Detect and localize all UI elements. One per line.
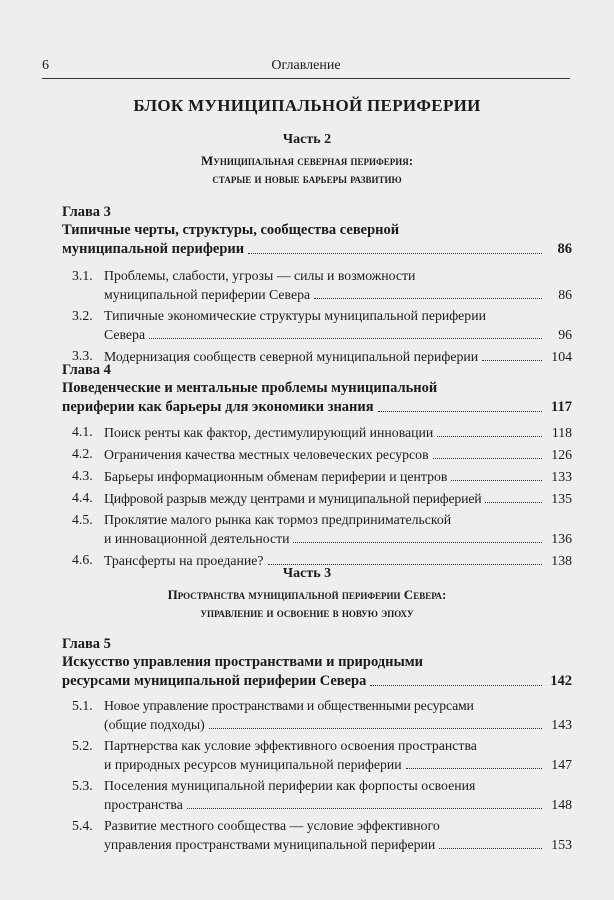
chapter-title[interactable]: Искусство управления пространствами и природными ресурсами муниципальной периферии Севера 142 <box>62 654 572 689</box>
page-number: 6 <box>42 58 49 73</box>
chapter-label: Глава 4 <box>62 362 111 378</box>
part-3-heading <box>40 566 574 622</box>
toc-entry[interactable]: 4.4. Цифровой разрыв между центрами и муниципальной периферией 135 <box>72 490 572 506</box>
part-title-line: Пространства муниципальной периферии Севера: <box>167 587 447 602</box>
chapter-page: 86 <box>557 241 572 257</box>
toc-entry[interactable]: 4.1. Поиск ренты как фактор, дестимулирующий инновации 118 <box>72 424 572 440</box>
chapter-4 <box>62 362 572 570</box>
running-title: Оглавление <box>271 58 341 73</box>
toc-entry[interactable]: 4.6. Трансферты на проедание? 138 <box>72 552 572 568</box>
chapter-page: 117 <box>551 399 572 415</box>
leader-dots <box>378 411 542 412</box>
chapter-label: Глава 5 <box>62 636 111 652</box>
toc-entry[interactable]: 5.2. Партнерства как условие эффективного освоения пространства и природных ресурсов муниципальной периферии 147 <box>72 738 572 772</box>
toc-entry[interactable]: 4.5. Проклятие малого рынка как тормоз предпринимательской и инновационной деятельности 136 <box>72 512 572 546</box>
toc-entry[interactable]: 4.2. Ограничения качества местных человеческих ресурсов 126 <box>72 446 572 462</box>
toc-entry[interactable]: 3.3. Модернизация сообществ северной муниципальной периферии 104 <box>72 348 572 364</box>
part-title-line: старые и новые барьеры развитию <box>212 171 402 186</box>
chapter-label: Глава 3 <box>62 204 111 220</box>
chapter-title[interactable]: Типичные черты, структуры, сообщества северной муниципальной периферии 86 <box>62 222 572 257</box>
chapter-5 <box>62 636 572 854</box>
part-label: Часть 3 <box>282 566 332 581</box>
leader-dots <box>248 253 542 254</box>
toc-entry[interactable]: 3.1. Проблемы, слабости, угрозы — силы и возможности муниципальной периферии Севера 86 <box>72 268 572 302</box>
toc-entry[interactable]: 5.3. Поселения муниципальной периферии как форпосты освоения пространства 148 <box>72 778 572 812</box>
chapter-title[interactable]: Поведенческие и ментальные проблемы муниципальной периферии как барьеры для экономики знания 117 <box>62 380 572 415</box>
part-title-line: управление и освоение в новую эпоху <box>200 605 414 620</box>
part-title-line: Муниципальная северная периферия: <box>200 153 414 168</box>
chapter-page: 142 <box>550 673 572 689</box>
toc-entry[interactable]: 5.4. Развитие местного сообщества — условие эффективного управления пространствами муниципальной периферии 153 <box>72 818 572 852</box>
leader-dots <box>370 685 542 686</box>
toc-entry[interactable]: 3.2. Типичные экономические структуры муниципальной периферии Севера 96 <box>72 308 572 342</box>
block-title: БЛОК МУНИЦИПАЛЬНОЙ ПЕРИФЕРИИ <box>133 96 481 115</box>
running-header <box>42 58 570 79</box>
part-label: Часть 2 <box>282 132 332 147</box>
part-2-heading <box>40 132 574 188</box>
toc-entry[interactable]: 5.1. Новое управление пространствами и общественными ресурсами (общие подходы) 143 <box>72 698 572 732</box>
toc-entry[interactable]: 4.3. Барьеры информационным обменам периферии и центров 133 <box>72 468 572 484</box>
chapter-3 <box>62 204 572 366</box>
